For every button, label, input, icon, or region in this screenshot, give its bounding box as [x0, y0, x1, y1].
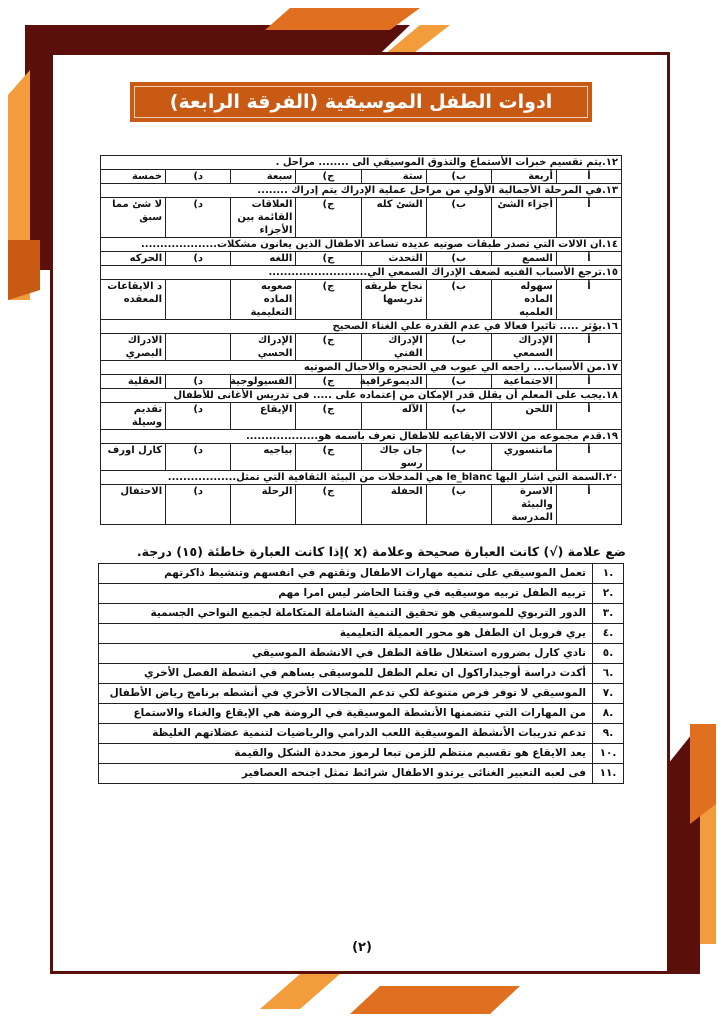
mcq-option-text: تقديم وسيلة — [101, 403, 166, 430]
mcq-option-key: ب) — [426, 334, 491, 361]
mcq-option-key: ج) — [296, 334, 361, 361]
mcq-question-text: ١٢.يتم تقسيم خبرات الأستماع والتذوق الموسيقي الى ........ مراحل . — [101, 156, 622, 170]
mcq-question-text: ١٤.ان الالات التي تصدر طبقات صوتيه عديده تساعد الاطفال الذين يعانون مشكلات.................... — [101, 238, 622, 252]
mcq-option-key: أ — [556, 280, 621, 320]
mcq-option-key: د) — [166, 170, 231, 184]
mcq-option-text: الديموغرافية — [361, 375, 426, 389]
mcq-question-row — [101, 320, 622, 334]
mcq-option-text: اللغه — [231, 252, 296, 266]
true-false-row — [99, 624, 624, 644]
mcq-option-text: الإدراك الفني — [361, 334, 426, 361]
mcq-option-key: د) — [166, 444, 231, 471]
mcq-option-key: ب) — [426, 252, 491, 266]
mcq-option-text: الحفلة — [361, 485, 426, 525]
mcq-option-key: د) — [166, 403, 231, 430]
mcq-option-key: ب) — [426, 198, 491, 238]
mcq-option-key: ب) — [426, 403, 491, 430]
mcq-option-key: أ — [556, 403, 621, 430]
mcq-question-row — [101, 361, 622, 375]
mcq-option-key: أ — [556, 170, 621, 184]
statement-number: .٤ — [593, 624, 624, 644]
statement-text: أكدت دراسة أوجيداراكول ان تعلم الطفل للموسيقى يساهم في انشطة الفصل الأخري — [99, 664, 593, 684]
statement-number: .١١ — [593, 764, 624, 784]
mcq-option-key: ج) — [296, 280, 361, 320]
mcq-option-text: خمسة — [101, 170, 166, 184]
page-title: ادوات الطفل الموسيقية (الفرقة الرابعة) — [134, 86, 588, 118]
mcq-option-key: ج) — [296, 198, 361, 238]
mcq-options-row — [101, 252, 622, 266]
true-false-row — [99, 644, 624, 664]
statement-number: .٨ — [593, 704, 624, 724]
mcq-option-key: ب) — [426, 444, 491, 471]
statement-text: يري فروبل ان الطفل هو محور العميلة التعليمية — [99, 624, 593, 644]
mcq-options-row — [101, 485, 622, 525]
mcq-table — [100, 155, 622, 525]
mcq-option-key: ج) — [296, 252, 361, 266]
mcq-options-row — [101, 198, 622, 238]
mcq-option-text: أربعة — [491, 170, 556, 184]
mcq-option-key: د) — [166, 375, 231, 389]
mcq-option-key: ج) — [296, 485, 361, 525]
mcq-option-text: الشئ كله — [361, 198, 426, 238]
mcq-option-text: لا شئ مما سبق — [101, 198, 166, 238]
statement-number: .٣ — [593, 604, 624, 624]
mcq-option-text: مانتسوري — [491, 444, 556, 471]
mcq-option-text: نجاح طريقه تدريسها — [361, 280, 426, 320]
mcq-option-text: بياجيه — [231, 444, 296, 471]
true-false-instruction: ضع علامة (√) كانت العبارة صحيحة وعلامة (x )إذا كانت العبارة خاطئة (١٥) درجة. — [136, 544, 626, 559]
mcq-option-key: ج) — [296, 375, 361, 389]
true-false-row — [99, 564, 624, 584]
mcq-question-row — [101, 266, 622, 280]
mcq-option-text: كارل اورف — [101, 444, 166, 471]
mcq-option-text: الإدراك الحسي — [231, 334, 296, 361]
statement-number: .١٠ — [593, 744, 624, 764]
mcq-option-key: ب) — [426, 170, 491, 184]
statement-number: .٥ — [593, 644, 624, 664]
statement-text: يعد الايقاع هو تقسيم منتظم للزمن تبعا لرموز محددة الشكل والقيمة — [99, 744, 593, 764]
mcq-option-text: الرحلة — [231, 485, 296, 525]
mcq-option-text: العلاقات القائمة بين الأجزاء — [231, 198, 296, 238]
mcq-question-text: ٢٠.السمة التي اشار اليها le_blanc هي المدخلات من البيئة الثقافية التي تمثل.................. — [101, 471, 622, 485]
mcq-option-key: أ — [556, 375, 621, 389]
mcq-option-key: د) — [166, 485, 231, 525]
mcq-option-text: اللحن — [491, 403, 556, 430]
mcq-options-row — [101, 170, 622, 184]
mcq-options-row — [101, 280, 622, 320]
mcq-question-row — [101, 430, 622, 444]
mcq-option-key: ج) — [296, 444, 361, 471]
true-false-row — [99, 584, 624, 604]
statement-text: الدور التربوي للموسيقي هو تحقيق التنمية الشاملة المتكاملة لجميع النواحي الجسمية — [99, 604, 593, 624]
mcq-option-key: ج) — [296, 403, 361, 430]
statement-number: .٢ — [593, 584, 624, 604]
mcq-option-text: الاسرة والبيئة المدرسة — [491, 485, 556, 525]
true-false-table — [98, 563, 624, 784]
mcq-option-text: التحدث — [361, 252, 426, 266]
mcq-option-text: الحركه — [101, 252, 166, 266]
true-false-row — [99, 724, 624, 744]
statement-text: الموسيقي لا توفر فرص متنوعة لكي تدعم المجالات الأخري في أنشطه برنامج رياض الأطفال — [99, 684, 593, 704]
statement-number: .١ — [593, 564, 624, 584]
mcq-option-text: صعوبه الماده التعليمية — [231, 280, 296, 320]
true-false-row — [99, 604, 624, 624]
mcq-question-text: ١٥.ترجع الأسباب الفنيه لضعف الإدراك السمعي الي.......................... — [101, 266, 622, 280]
statement-text: نادي كارل بضروره استغلال طاقة الطفل في الانشطة الموسيقي — [99, 644, 593, 664]
mcq-question-row — [101, 184, 622, 198]
mcq-option-text: جان جاك رسو — [361, 444, 426, 471]
true-false-row — [99, 664, 624, 684]
statement-text: تدعم تدريبات الأنشطة الموسيقية اللعب الدرامي والرياضيات لتنمية عضلاتهم الغليظة — [99, 724, 593, 744]
true-false-row — [99, 764, 624, 784]
mcq-question-text: ١٦.يؤثر ..... تاثيرا فعالا في عدم القدرة علي الغناء الصحيح — [101, 320, 622, 334]
mcq-option-text: سبعة — [231, 170, 296, 184]
mcq-option-key: د) — [166, 198, 231, 238]
mcq-option-text: أجزاء الشئ — [491, 198, 556, 238]
mcq-option-text: الآله — [361, 403, 426, 430]
mcq-option-key: أ — [556, 334, 621, 361]
page-number: (٢) — [352, 940, 372, 955]
statement-text: تربيه الطفل تربيه موسيقيه في وقتنا الحاضر ليس امرا مهم — [99, 584, 593, 604]
statement-text: من المهارات التي تتضمنها الأنشطة الموسيقية في الروضة هي الإيقاع والغناء والاستماع — [99, 704, 593, 724]
mcq-option-text: الفسيولوجية — [231, 375, 296, 389]
statement-number: .٩ — [593, 724, 624, 744]
mcq-option-key: ج) — [296, 170, 361, 184]
mcq-question-row — [101, 471, 622, 485]
statement-number: .٦ — [593, 664, 624, 684]
mcq-option-text: العقلية — [101, 375, 166, 389]
mcq-question-text: ١٣.في المرحلة الأجمالية الأولي من مراحل عملية الإدراك يتم إدراك ........ — [101, 184, 622, 198]
mcq-option-key: أ — [556, 198, 621, 238]
mcq-options-row — [101, 334, 622, 361]
mcq-option-key — [166, 280, 231, 320]
mcq-option-text: ستة — [361, 170, 426, 184]
mcq-option-text: الادراك البصري — [101, 334, 166, 361]
mcq-option-text: الإيقاع — [231, 403, 296, 430]
true-false-row — [99, 704, 624, 724]
mcq-option-key: ب) — [426, 485, 491, 525]
mcq-option-text: السمع — [491, 252, 556, 266]
mcq-option-key: د) — [166, 252, 231, 266]
mcq-option-text: الاجتماعية — [491, 375, 556, 389]
mcq-question-text: ١٧.من الأسباب... راجعه الي عيوب في الحنجره والاحبال الصوتيه — [101, 361, 622, 375]
mcq-option-key: ب) — [426, 280, 491, 320]
mcq-option-text: الإدراك السمعي — [491, 334, 556, 361]
mcq-option-key: ب) — [426, 375, 491, 389]
statement-text: تعمل الموسيقي على تنميه مهارات الاطفال وثقتهم في انفسهم وتنشيط ذاكرتهم — [99, 564, 593, 584]
true-false-row — [99, 744, 624, 764]
mcq-options-row — [101, 444, 622, 471]
mcq-options-row — [101, 375, 622, 389]
mcq-option-key — [166, 334, 231, 361]
true-false-row — [99, 684, 624, 704]
mcq-option-key: أ — [556, 485, 621, 525]
mcq-options-row — [101, 403, 622, 430]
mcq-question-text: ١٩.قدم مجموعه من الالات الايقاعيه للاطفال تعرف باسمه هو................... — [101, 430, 622, 444]
statement-text: فى لعبه التعبير الغنائى يرتدو الاطفال شرائط تمثل اجنحه العصافير — [99, 764, 593, 784]
mcq-question-text: ١٨.يجب على المعلم أن يقلل قدر الإمكان من إعتماده على ..... فى تدريس الأغانى للأطفال — [101, 389, 622, 403]
mcq-option-key: أ — [556, 252, 621, 266]
mcq-question-row — [101, 238, 622, 252]
mcq-option-text: الاحتفال — [101, 485, 166, 525]
statement-number: .٧ — [593, 684, 624, 704]
mcq-option-text: د الايقاعات المعقده — [101, 280, 166, 320]
page-title-bar — [130, 82, 592, 122]
mcq-question-row — [101, 156, 622, 170]
mcq-option-key: أ — [556, 444, 621, 471]
mcq-option-text: سهوله الماده العلميه — [491, 280, 556, 320]
mcq-question-row — [101, 389, 622, 403]
